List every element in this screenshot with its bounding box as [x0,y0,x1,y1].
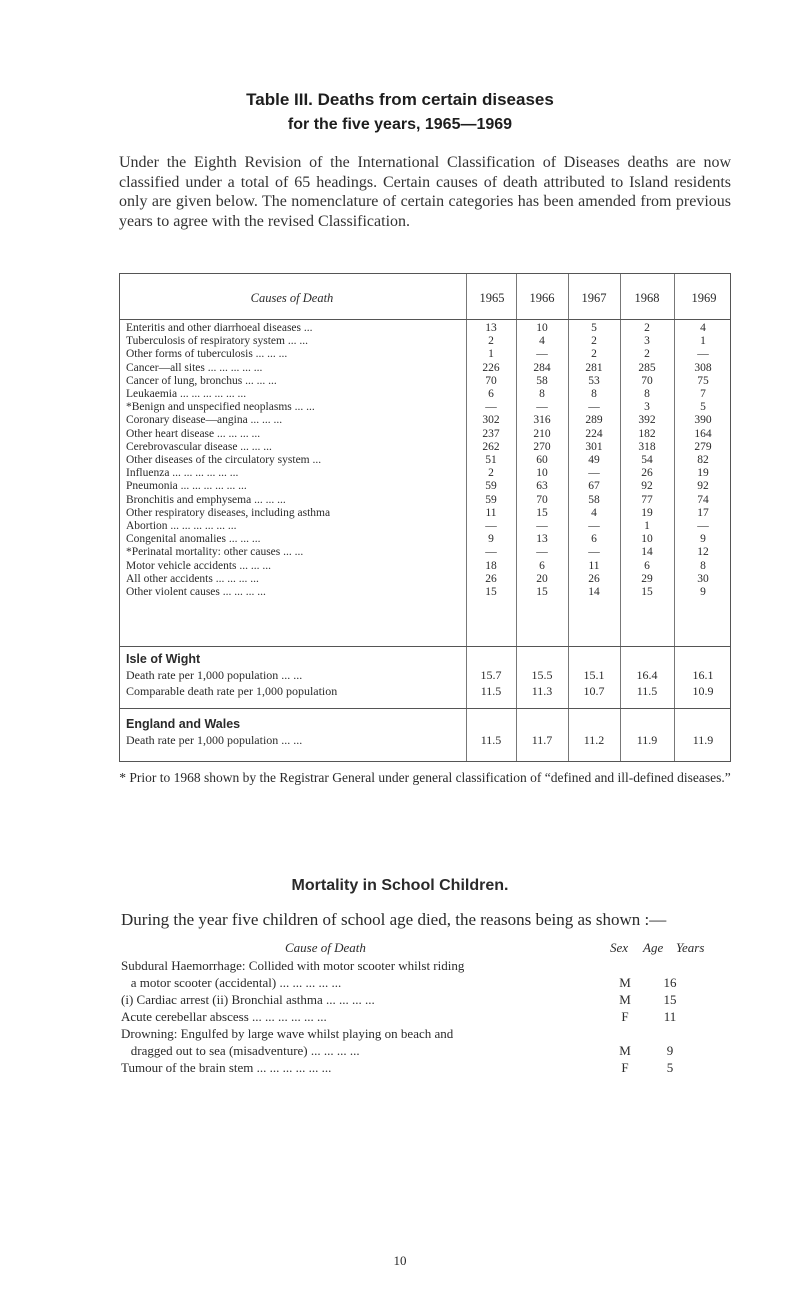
table-row [120,733,730,748]
death-count: 51 [485,454,497,466]
death-count: 13 [485,322,497,334]
death-count: 70 [641,374,653,387]
death-count: 5 [700,401,706,414]
table-row [120,494,730,507]
death-count: 13 [536,533,548,546]
year-header: 1968 [634,291,660,305]
cause-label: Influenza ... ... ... ... ... ... [126,467,239,480]
rate-value: 15.5 [531,668,553,682]
cause-column-header: Causes of Death [250,291,334,305]
rate-label: Comparable death rate per 1,000 population [126,684,338,698]
table-row [120,668,730,683]
sex-header: Sex [610,940,629,955]
year-header: 1966 [529,291,555,305]
death-count: 5 [591,322,597,334]
death-count: 4 [539,335,545,348]
death-count: 2 [591,335,597,348]
death-count: 224 [585,427,603,440]
table-row [120,322,730,335]
death-count: 12 [697,546,709,559]
death-count: 318 [638,440,656,453]
death-count: 19 [697,467,709,480]
death-count: 6 [539,559,545,572]
cause-text: Acute cerebellar abscess ... ... ... ... ... ... [121,1009,327,1024]
death-count: 237 [482,427,500,440]
cause-label: Pneumonia ... ... ... ... ... ... [126,480,247,493]
death-count: 4 [700,322,706,334]
death-count: 63 [536,480,548,493]
cause-label: *Benign and unspecified neoplasms ... ... [126,401,315,414]
rate-value: 11.5 [480,733,502,747]
death-count: 6 [591,533,597,546]
death-count: 6 [488,388,494,400]
cause-label: Other heart disease ... ... ... ... [126,427,261,440]
school-mortality-intro: During the year five children of school age died, the reasons being as shown :— [121,910,667,929]
list-item [121,1059,733,1076]
death-count: — [588,520,600,532]
table-row [120,362,730,375]
year-header: 1969 [691,291,717,305]
death-count: 17 [697,506,709,519]
table-subtitle: for the five years, 1965—1969 [287,116,513,133]
death-count: 302 [482,414,500,427]
cause-label: Motor vehicle accidents ... ... ... [126,559,271,572]
death-count: 7 [700,388,706,400]
table-row [120,414,730,427]
rate-value: 11.9 [692,733,714,747]
cause-label: Cancer of lung, bronchus ... ... ... [126,374,277,387]
death-count: 285 [638,361,656,374]
death-count: 58 [588,493,600,506]
cause-label: Enteritis and other diarrhoeal diseases ... [126,322,313,334]
intro-paragraph: Under the Eighth Revision of the International Classification of Diseases deaths are now classified under a total of 65 headings. Certain causes of death attributed to Island residents only are given below. The nomenclature of certain categories has been amended from previous years to agree with the revised Classification. [119,154,731,230]
years-header: Years [676,940,705,955]
rate-value: 11.9 [636,733,658,747]
table-row [120,335,730,348]
death-count: 9 [700,586,706,598]
death-count: 15 [536,506,548,519]
rate-value: 11.3 [531,684,553,698]
death-count: 281 [585,361,603,374]
rate-value: 11.5 [636,684,658,698]
table-row [120,573,730,586]
death-count: 26 [641,467,653,480]
table-row [120,586,730,599]
rate-value: 16.4 [636,668,658,682]
death-count: 8 [591,388,597,400]
table-row [120,520,730,533]
death-count: 270 [533,440,551,453]
death-count: 11 [588,559,600,572]
death-count: — [536,546,548,559]
page-number: 10 [393,1253,407,1268]
death-count: 92 [641,480,653,493]
death-count: 70 [485,374,497,387]
section-divider [120,708,730,709]
cause-label: *Perinatal mortality: other causes ... ... [126,546,304,559]
table-row [120,454,730,467]
death-count: — [536,348,548,361]
table-row [120,401,730,414]
cause-label: Leukaemia ... ... ... ... ... ... [126,388,247,400]
death-count: — [697,520,709,532]
death-count: 2 [488,467,494,480]
rate-value: 11.2 [583,733,605,747]
rate-value: 10.7 [583,684,605,698]
rate-label: Death rate per 1,000 population ... ... [126,668,303,682]
cause-text: Drowning: Engulfed by large wave whilst playing on beach and [121,1026,454,1041]
death-count: 2 [488,335,494,348]
death-count: 289 [585,414,603,427]
death-count: 6 [644,559,650,572]
death-count: 9 [700,533,706,546]
death-count: 75 [697,374,709,387]
death-count: 392 [638,414,656,427]
school-mortality-title: Mortality in School Children. [291,877,509,894]
rate-value: 11.7 [531,733,553,747]
death-count: 262 [482,440,500,453]
table-row [120,533,730,546]
cause-label: Coronary disease—angina ... ... ... [126,414,283,427]
death-count: 30 [697,572,709,585]
death-count: 164 [694,427,712,440]
death-count: 301 [585,440,603,453]
rate-value: 15.7 [480,668,502,682]
cause-text: Subdural Haemorrhage: Collided with motor scooter whilst riding [121,958,465,973]
table-title: Table III. Deaths from certain diseases [246,90,554,109]
death-count: 316 [533,414,551,427]
rate-value: 16.1 [692,668,714,682]
sex-value: F [621,1060,629,1075]
list-item [121,957,733,974]
death-count: 1 [700,335,706,348]
cause-label: Congenital anomalies ... ... ... [126,533,261,546]
death-count: — [536,401,548,414]
death-count: 9 [488,533,494,546]
death-count: 26 [588,572,600,585]
table-row [120,348,730,361]
death-count: — [485,520,497,532]
death-count: 14 [588,586,600,598]
sex-value: M [619,975,631,990]
cause-label: All other accidents ... ... ... ... [126,572,259,585]
deaths-table [119,273,731,762]
death-count: 226 [482,361,500,374]
cause-label: Cerebrovascular disease ... ... ... [126,440,272,453]
death-count: 77 [641,493,653,506]
year-header: 1967 [581,291,607,305]
death-count: 8 [700,559,706,572]
death-count: 19 [641,506,653,519]
header-divider [120,319,730,320]
year-header: 1965 [479,291,505,305]
table-row [120,546,730,559]
list-item [121,991,733,1008]
death-count: 82 [697,454,709,466]
death-count: 11 [485,506,497,519]
rate-value: 15.1 [583,668,605,682]
death-count: 74 [697,493,709,506]
death-count: 14 [641,546,653,559]
death-count: 182 [638,427,656,440]
list-item [121,1008,733,1025]
age-value: 15 [663,992,677,1007]
age-value: 11 [663,1009,677,1024]
death-count: — [485,401,497,414]
death-count: 60 [536,454,548,466]
cause-text: (i) Cardiac arrest (ii) Bronchial asthma ... ... ... ... [121,992,375,1007]
death-count: 3 [644,401,650,414]
cause-text: dragged out to sea (misadventure) ... ... ... ... [121,1043,360,1058]
cause-label: Other diseases of the circulatory system ... [126,454,322,466]
death-count: — [588,467,600,480]
death-count: 2 [591,348,597,361]
table-row [120,375,730,388]
death-count: 58 [536,374,548,387]
death-count: — [588,546,600,559]
table-row [120,441,730,454]
death-count: — [697,348,709,361]
sex-value: F [621,1009,629,1024]
death-count: 210 [533,427,551,440]
age-value: 5 [666,1060,674,1075]
death-count: 49 [588,454,600,466]
death-count: 18 [485,559,497,572]
footnote: * Prior to 1968 shown by the Registrar General under general classification of “defined and ill-defined diseases.” [119,770,731,785]
cause-label: Bronchitis and emphysema ... ... ... [126,493,286,506]
cause-text: Tumour of the brain stem ... ... ... ... ... ... [121,1060,332,1075]
death-count: 284 [533,361,551,374]
cause-label: Other forms of tuberculosis ... ... ... [126,348,288,361]
death-count: 2 [644,322,650,334]
death-count: 67 [588,480,600,493]
rate-value: 11.5 [480,684,502,698]
list-item [121,974,733,991]
death-count: 59 [485,493,497,506]
cause-of-death-header: Cause of Death [285,940,366,955]
death-count: — [485,546,497,559]
death-count: 390 [694,414,712,427]
table-row [120,388,730,401]
death-count: 53 [588,374,600,387]
death-count: 15 [536,586,548,598]
death-count: 10 [536,322,548,334]
death-count: 20 [536,572,548,585]
table-row [120,428,730,441]
death-count: 2 [644,348,650,361]
death-count: 8 [644,388,650,400]
death-count: 92 [697,480,709,493]
death-count: 308 [694,361,712,374]
sex-value: M [619,992,631,1007]
cause-label: Tuberculosis of respiratory system ... ... [126,335,308,348]
ew-section-title: England and Wales [126,717,241,731]
iow-section-title: Isle of Wight [126,652,201,666]
death-count: 1 [644,520,650,532]
rate-label: Death rate per 1,000 population ... ... [126,733,303,747]
death-count: — [536,520,548,532]
list-item [121,1042,733,1059]
age-value: 9 [666,1043,674,1058]
death-count: — [588,401,600,414]
death-count: 26 [485,572,497,585]
death-count: 3 [644,335,650,348]
death-count: 1 [488,348,494,361]
cause-text: a motor scooter (accidental) ... ... ... ... ... [121,975,342,990]
death-count: 59 [485,480,497,493]
cause-label: Abortion ... ... ... ... ... ... [126,520,237,532]
death-count: 8 [539,388,545,400]
death-count: 15 [485,586,497,598]
section-divider [120,646,730,647]
table-row [120,560,730,573]
table-row [120,507,730,520]
death-count: 279 [694,440,712,453]
cause-label: Other respiratory diseases, including asthma [126,506,331,519]
death-count: 10 [641,533,653,546]
death-count: 10 [536,467,548,480]
death-count: 15 [641,586,653,598]
list-item [121,1025,733,1042]
age-value: 16 [663,975,677,990]
death-count: 29 [641,572,653,585]
cause-label: Other violent causes ... ... ... ... [126,586,266,598]
table-row [120,480,730,493]
age-header: Age [643,940,664,955]
table-row [120,684,730,699]
death-count: 4 [591,506,597,519]
sex-value: M [619,1043,631,1058]
table-row [120,467,730,480]
death-count: 54 [641,454,653,466]
cause-label: Cancer—all sites ... ... ... ... ... [126,361,263,374]
rate-value: 10.9 [692,684,714,698]
death-count: 70 [536,493,548,506]
